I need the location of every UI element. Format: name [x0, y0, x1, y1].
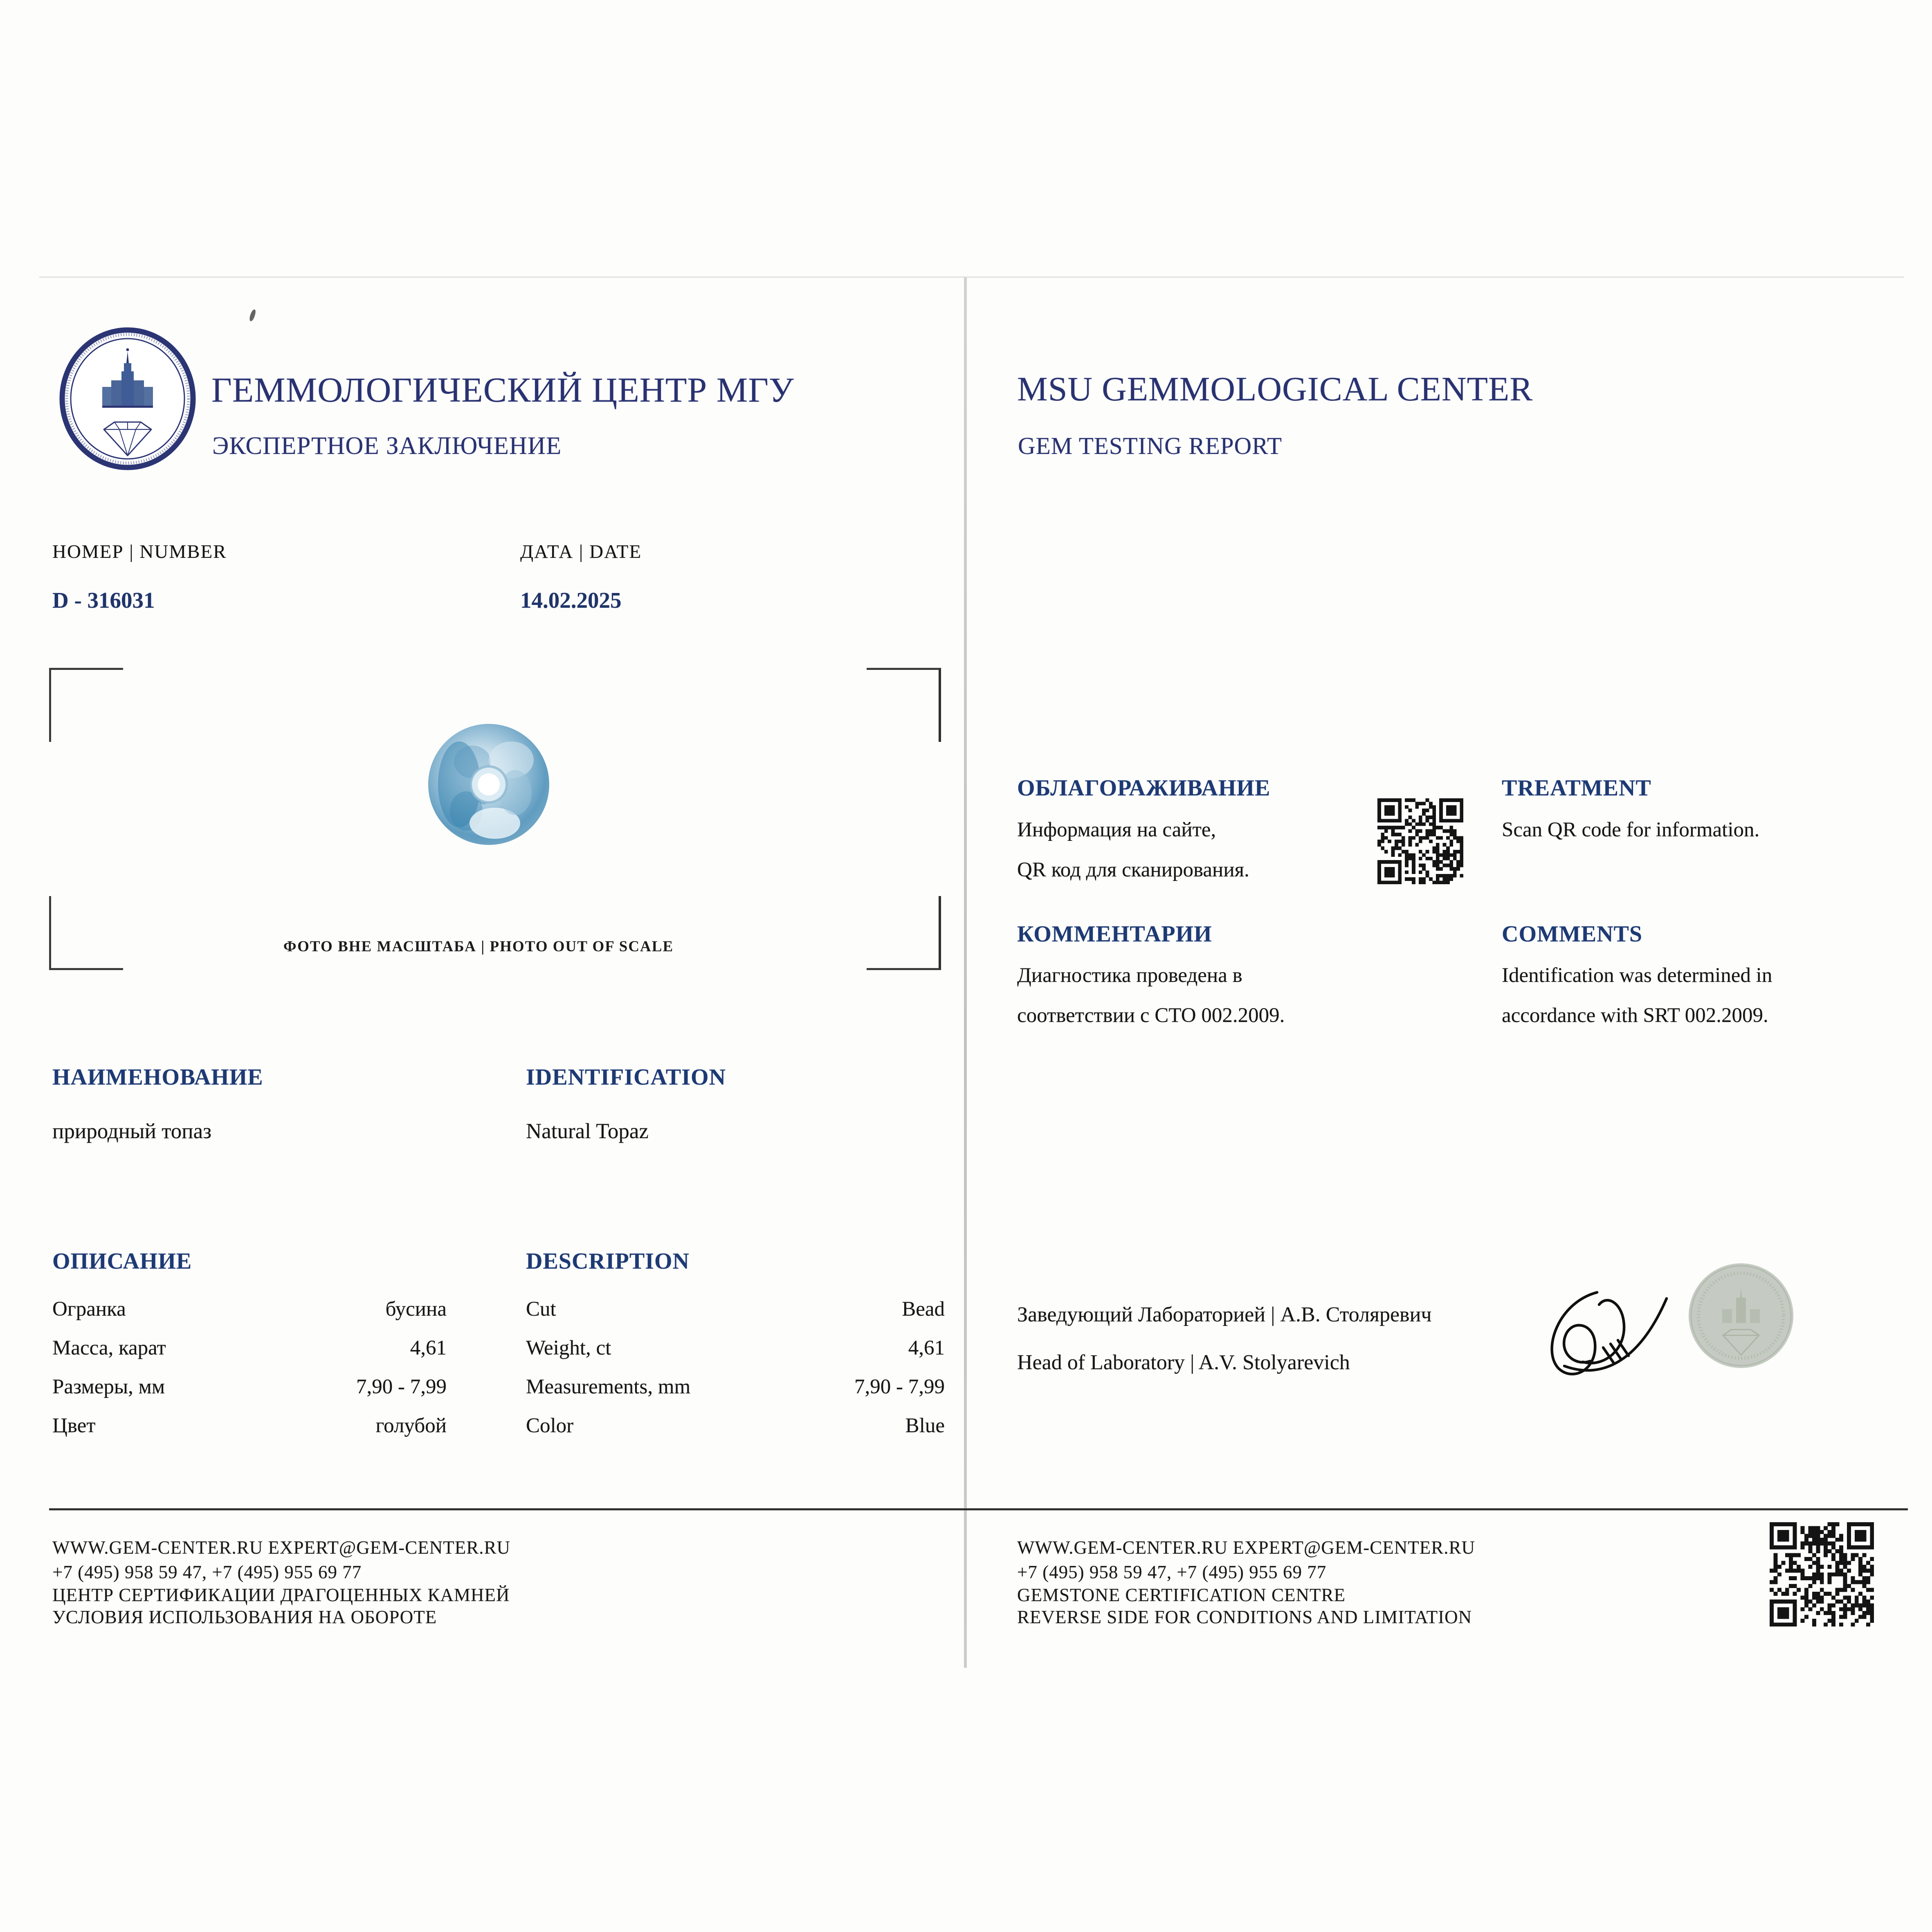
desc-row-label-en: Cut — [526, 1298, 556, 1321]
treatment-line-en: Scan QR code for information. — [1502, 818, 1760, 841]
footer-qr-code — [1770, 1522, 1874, 1626]
card-top-edge — [39, 276, 1904, 278]
treatment-header-en: TREATMENT — [1502, 775, 1651, 801]
desc-row-label-ru: Цвет — [52, 1414, 96, 1437]
desc-row-value-en: 7,90 - 7,99 — [854, 1375, 945, 1398]
comments-line1-en: Identification was determined in — [1502, 964, 1772, 987]
footer-right-line: REVERSE SIDE FOR CONDITIONS AND LIMITATION — [1017, 1607, 1472, 1627]
msu-gem-center-logo-icon — [57, 327, 198, 470]
footer-right-line: +7 (495) 958 59 47, +7 (495) 955 69 77 — [1017, 1562, 1327, 1582]
gem-photo — [427, 723, 550, 846]
footer-left-line: УСЛОВИЯ ИСПОЛЬЗОВАНИЯ НА ОБОРОТЕ — [52, 1607, 437, 1627]
treatment-line2-ru: QR код для сканирования. — [1017, 858, 1249, 881]
doc-type-en: GEM TESTING REPORT — [1018, 432, 1282, 459]
date-value: 14.02.2025 — [520, 588, 622, 613]
identification-value-en: Natural Topaz — [526, 1119, 649, 1143]
description-header-en: DESCRIPTION — [526, 1249, 690, 1274]
desc-row-value-ru: 7,90 - 7,99 — [356, 1375, 447, 1398]
treatment-line1-ru: Информация на сайте, — [1017, 818, 1216, 841]
card-fold-line — [964, 277, 967, 1668]
comments-header-ru: КОММЕНТАРИИ — [1017, 921, 1212, 947]
treatment-qr-code — [1377, 798, 1463, 884]
desc-row-label-ru: Масса, карат — [52, 1337, 166, 1359]
desc-row-label-ru: Размеры, мм — [52, 1375, 165, 1398]
comments-header-en: COMMENTS — [1502, 921, 1642, 947]
footer-divider-rule — [49, 1508, 1908, 1510]
handwritten-signature — [1480, 1264, 1677, 1399]
identification-value-ru: природный топаз — [52, 1119, 212, 1143]
embossed-seal — [1687, 1262, 1795, 1370]
org-title-en: MSU GEMMOLOGICAL CENTER — [1017, 370, 1533, 408]
number-label: НОМЕР | NUMBER — [52, 541, 227, 562]
comments-line2-ru: соответствии с СТО 002.2009. — [1017, 1004, 1285, 1027]
org-title-ru: ГЕММОЛОГИЧЕСКИЙ ЦЕНТР МГУ — [211, 370, 794, 409]
comments-line1-ru: Диагностика проведена в — [1017, 964, 1242, 987]
signature-title-ru: Заведующий Лабораторией | А.В. Столяревич — [1017, 1303, 1432, 1326]
comments-line2-en: accordance with SRT 002.2009. — [1502, 1004, 1768, 1027]
crop-mark-top-right — [867, 668, 941, 742]
desc-row-label-en: Color — [526, 1414, 574, 1437]
crop-mark-bottom-left — [49, 896, 123, 970]
treatment-header-ru: ОБЛАГОРАЖИВАНИЕ — [1017, 775, 1271, 801]
desc-row-label-en: Measurements, mm — [526, 1375, 691, 1398]
desc-row-value-ru: бусина — [385, 1298, 447, 1321]
desc-row-label-en: Weight, ct — [526, 1337, 611, 1359]
signature-title-en: Head of Laboratory | A.V. Stolyarevich — [1017, 1351, 1350, 1374]
desc-row-value-en: Blue — [905, 1414, 945, 1437]
identification-header-en: IDENTIFICATION — [526, 1065, 726, 1090]
identification-header-ru: НАИМЕНОВАНИЕ — [52, 1065, 263, 1090]
desc-row-label-ru: Огранка — [52, 1298, 126, 1321]
footer-left-line: ЦЕНТР СЕРТИФИКАЦИИ ДРАГОЦЕННЫХ КАМНЕЙ — [52, 1585, 510, 1605]
footer-right-line: GEMSTONE CERTIFICATION CENTRE — [1017, 1585, 1346, 1605]
description-header-ru: ОПИСАНИЕ — [52, 1249, 192, 1274]
crop-mark-top-left — [49, 668, 123, 742]
desc-row-value-ru: 4,61 — [410, 1337, 447, 1359]
crop-mark-bottom-right — [867, 896, 941, 970]
footer-right-line: WWW.GEM-CENTER.RU EXPERT@GEM-CENTER.RU — [1017, 1537, 1475, 1558]
desc-row-value-ru: голубой — [375, 1414, 447, 1437]
footer-left-line: WWW.GEM-CENTER.RU EXPERT@GEM-CENTER.RU — [52, 1537, 510, 1558]
photo-caption: ФОТО ВНЕ МАСШТАБА | PHOTO OUT OF SCALE — [283, 938, 674, 955]
desc-row-value-en: 4,61 — [908, 1337, 945, 1359]
date-label: ДАТА | DATE — [520, 541, 642, 562]
footer-left-line: +7 (495) 958 59 47, +7 (495) 955 69 77 — [52, 1562, 362, 1582]
scan-artifact — [249, 309, 256, 322]
desc-row-value-en: Bead — [902, 1298, 945, 1321]
number-value: D - 316031 — [52, 588, 155, 613]
doc-type-ru: ЭКСПЕРТНОЕ ЗАКЛЮЧЕНИЕ — [212, 432, 562, 460]
